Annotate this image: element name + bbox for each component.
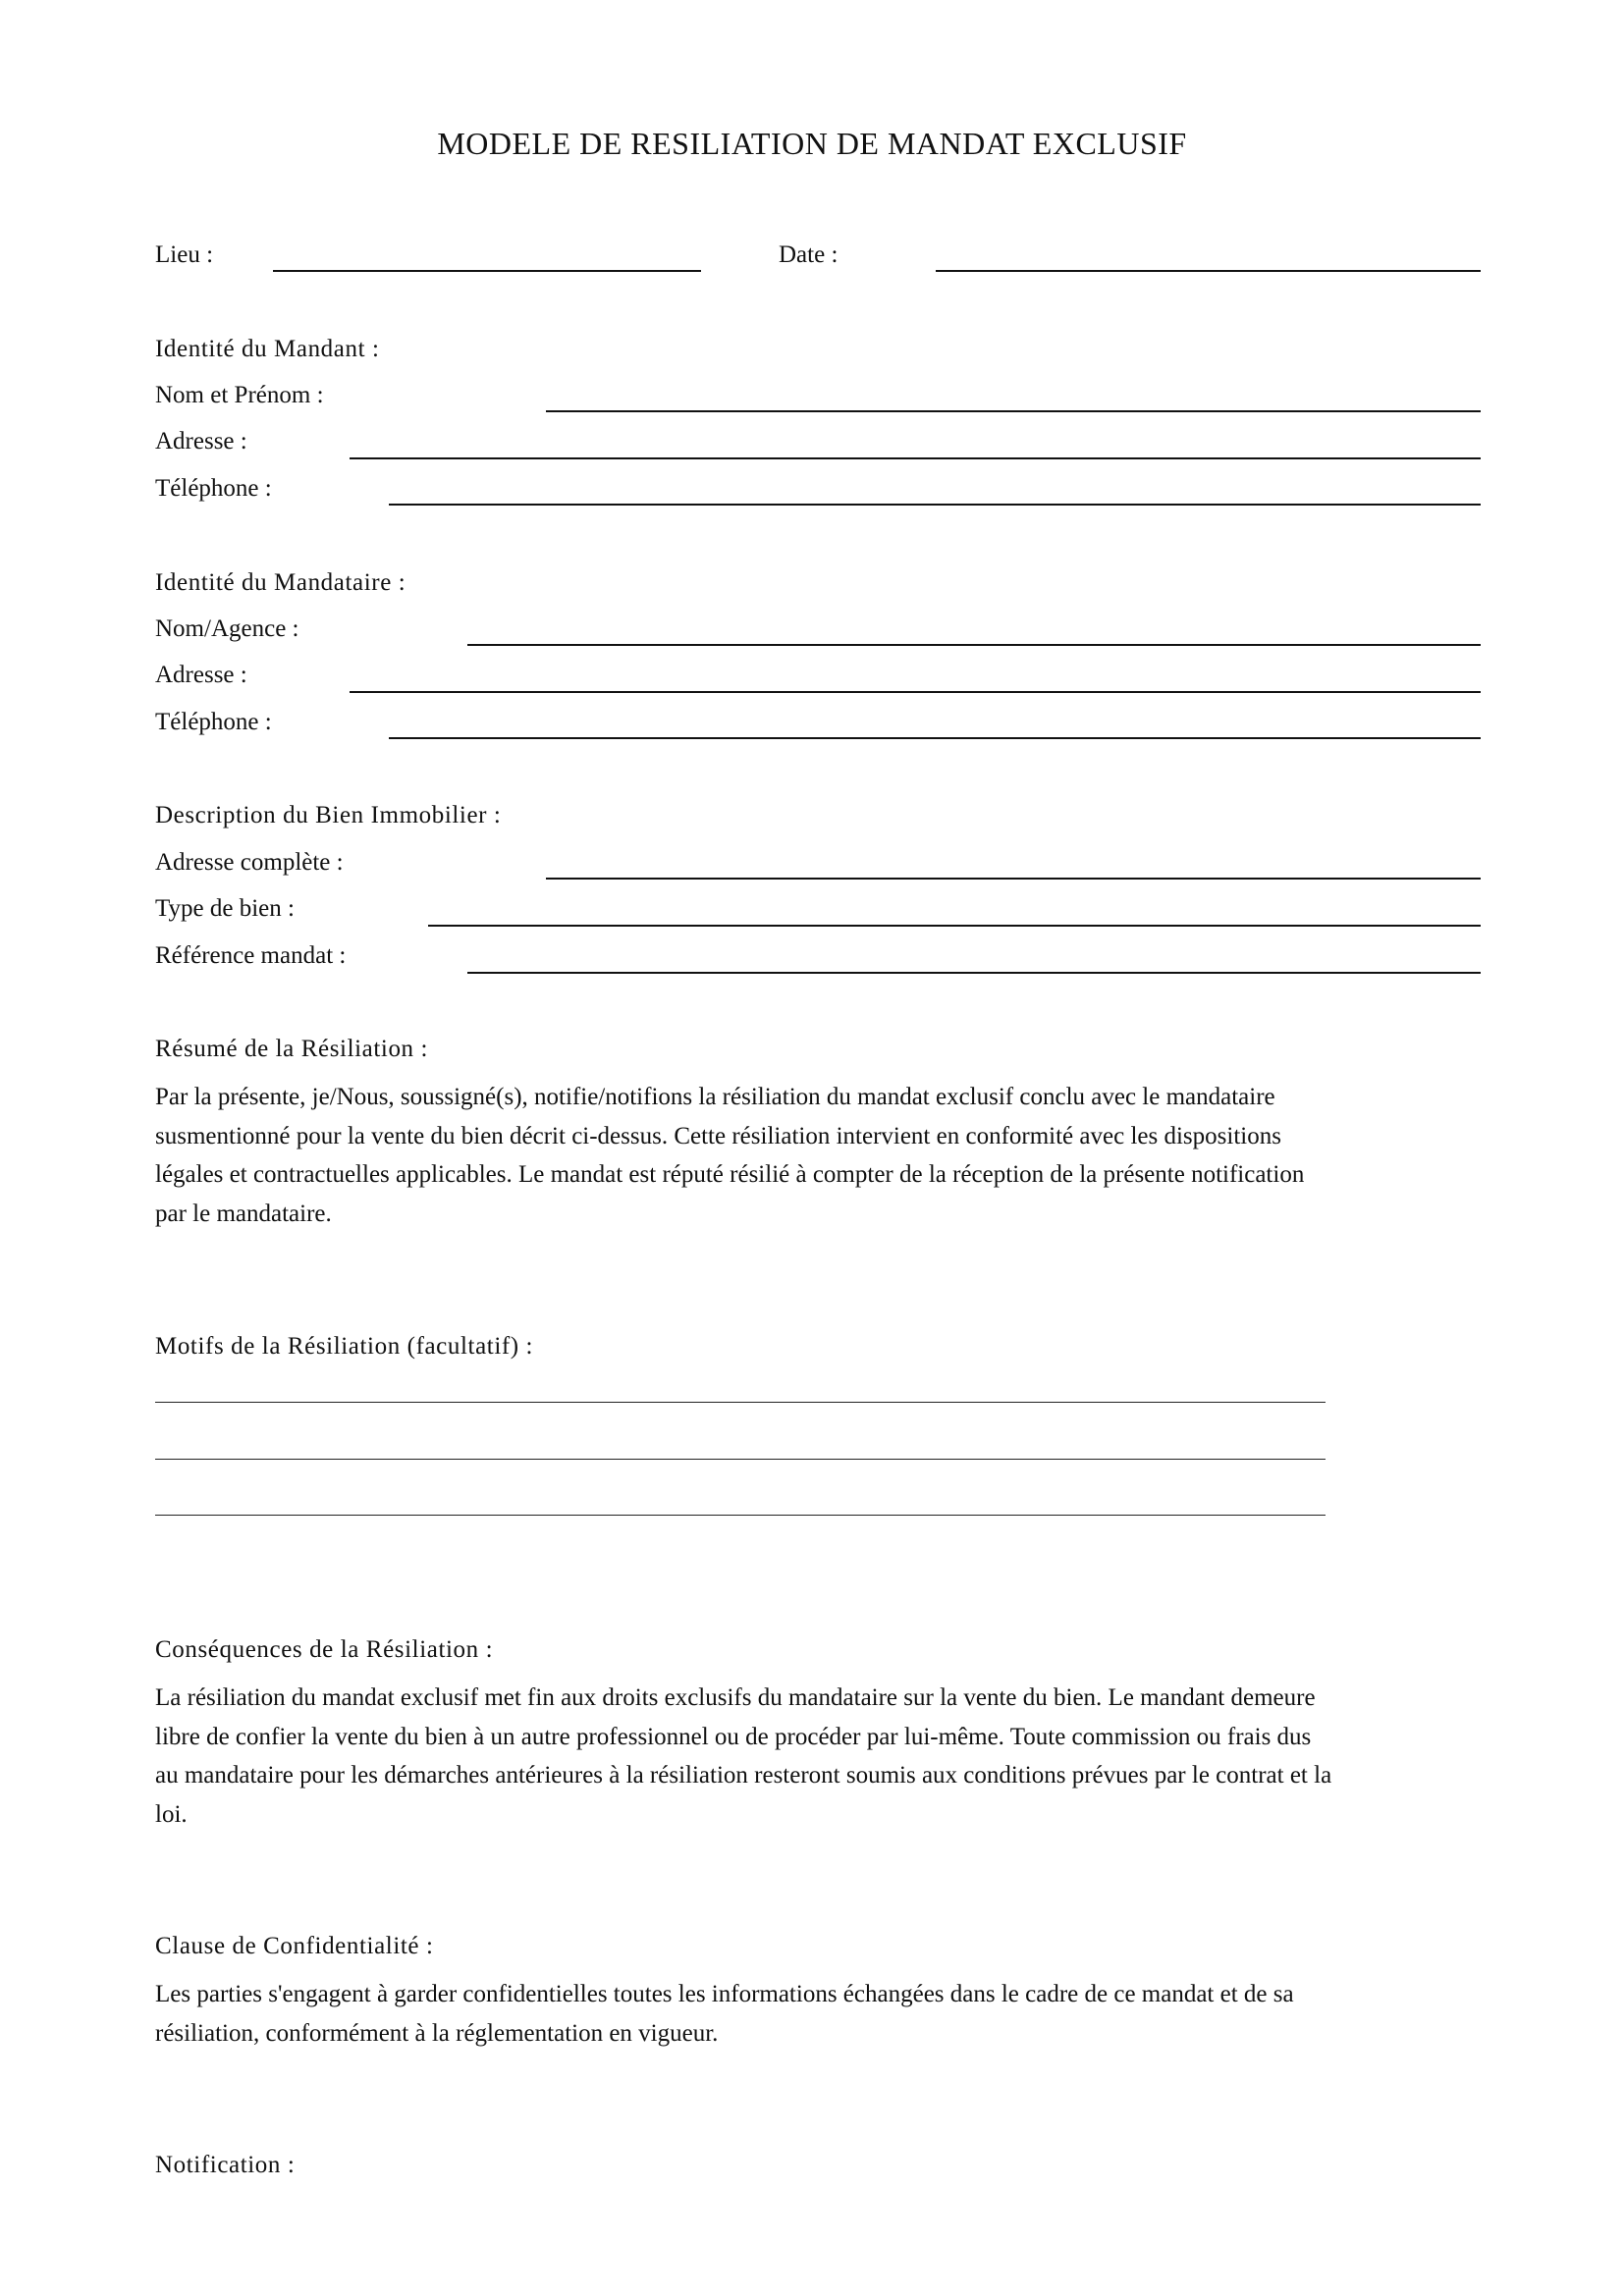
mandant-telephone-label: Téléphone : bbox=[155, 475, 272, 502]
mandataire-nom-label: Nom/Agence : bbox=[155, 615, 299, 642]
mandataire-heading: Identité du Mandataire : bbox=[155, 569, 406, 596]
confidentialite-paragraph bbox=[155, 1975, 1481, 2053]
confidentialite-line: résiliation, conformément à la réglementation en vigueur. bbox=[155, 2019, 719, 2047]
consequences-line: au mandataire pour les démarches antérieures à la résiliation resteront soumis aux conditions prévues par le contrat et la bbox=[155, 1762, 1332, 1789]
confidentialite-line: Les parties s'engagent à garder confidentielles toutes les informations échangées dans le cadre de ce mandat et de sa bbox=[155, 1981, 1294, 2007]
bien-adresse-field[interactable] bbox=[546, 878, 1481, 880]
mandataire-telephone-label: Téléphone : bbox=[155, 709, 272, 735]
resume-line: légales et contractuelles applicables. Le mandat est réputé résilié à compter de la réception de la présente notification bbox=[155, 1161, 1305, 1188]
bien-type-field[interactable] bbox=[428, 925, 1481, 927]
resume-line: par le mandataire. bbox=[155, 1200, 332, 1227]
date-field[interactable] bbox=[936, 270, 1481, 272]
mandataire-nom-field[interactable] bbox=[467, 644, 1481, 646]
lieu-field[interactable] bbox=[273, 270, 701, 272]
mandant-adresse-label: Adresse : bbox=[155, 428, 247, 454]
lieu-label: Lieu : bbox=[155, 241, 214, 268]
motifs-line-1[interactable] bbox=[155, 1402, 1326, 1403]
resume-line: susmentionné pour la vente du bien décrit ci-dessus. Cette résiliation intervient en conformité avec les dispositions bbox=[155, 1122, 1281, 1149]
mandant-nom-field[interactable] bbox=[546, 410, 1481, 412]
consequences-line: libre de confier la vente du bien à un autre professionnel ou de procéder par lui-même. Toute commission ou frais dus bbox=[155, 1723, 1312, 1750]
motifs-line-3[interactable] bbox=[155, 1515, 1326, 1516]
motifs-heading: Motifs de la Résiliation (facultatif) : bbox=[155, 1333, 534, 1360]
consequences-line: loi. bbox=[155, 1800, 188, 1828]
mandant-nom-label: Nom et Prénom : bbox=[155, 382, 324, 408]
bien-adresse-label: Adresse complète : bbox=[155, 849, 344, 876]
resume-line: Par la présente, je/Nous, soussigné(s), notifie/notifions la résiliation du mandat exclusif conclu avec le mandataire bbox=[155, 1084, 1275, 1110]
bien-reference-label: Référence mandat : bbox=[155, 942, 347, 969]
consequences-heading: Conséquences de la Résiliation : bbox=[155, 1636, 494, 1663]
date-label: Date : bbox=[779, 241, 839, 268]
mandant-heading: Identité du Mandant : bbox=[155, 336, 380, 362]
notification-heading: Notification : bbox=[155, 2152, 296, 2178]
bien-type-label: Type de bien : bbox=[155, 895, 295, 922]
bien-heading: Description du Bien Immobilier : bbox=[155, 802, 502, 828]
resume-paragraph bbox=[155, 1078, 1481, 1233]
mandant-telephone-field[interactable] bbox=[389, 504, 1481, 506]
motifs-line-2[interactable] bbox=[155, 1459, 1326, 1460]
document-title: MODELE DE RESILIATION DE MANDAT EXCLUSIF bbox=[437, 126, 1187, 161]
consequences-paragraph bbox=[155, 1679, 1481, 1834]
bien-reference-field[interactable] bbox=[467, 972, 1481, 974]
consequences-line: La résiliation du mandat exclusif met fin aux droits exclusifs du mandataire sur la vente du bien. Le mandant demeure bbox=[155, 1684, 1316, 1711]
mandataire-telephone-field[interactable] bbox=[389, 737, 1481, 739]
confidentialite-heading: Clause de Confidentialité : bbox=[155, 1933, 434, 1959]
mandataire-adresse-field[interactable] bbox=[350, 691, 1481, 693]
mandant-adresse-field[interactable] bbox=[350, 457, 1481, 459]
resume-heading: Résumé de la Résiliation : bbox=[155, 1036, 429, 1062]
mandataire-adresse-label: Adresse : bbox=[155, 662, 247, 688]
